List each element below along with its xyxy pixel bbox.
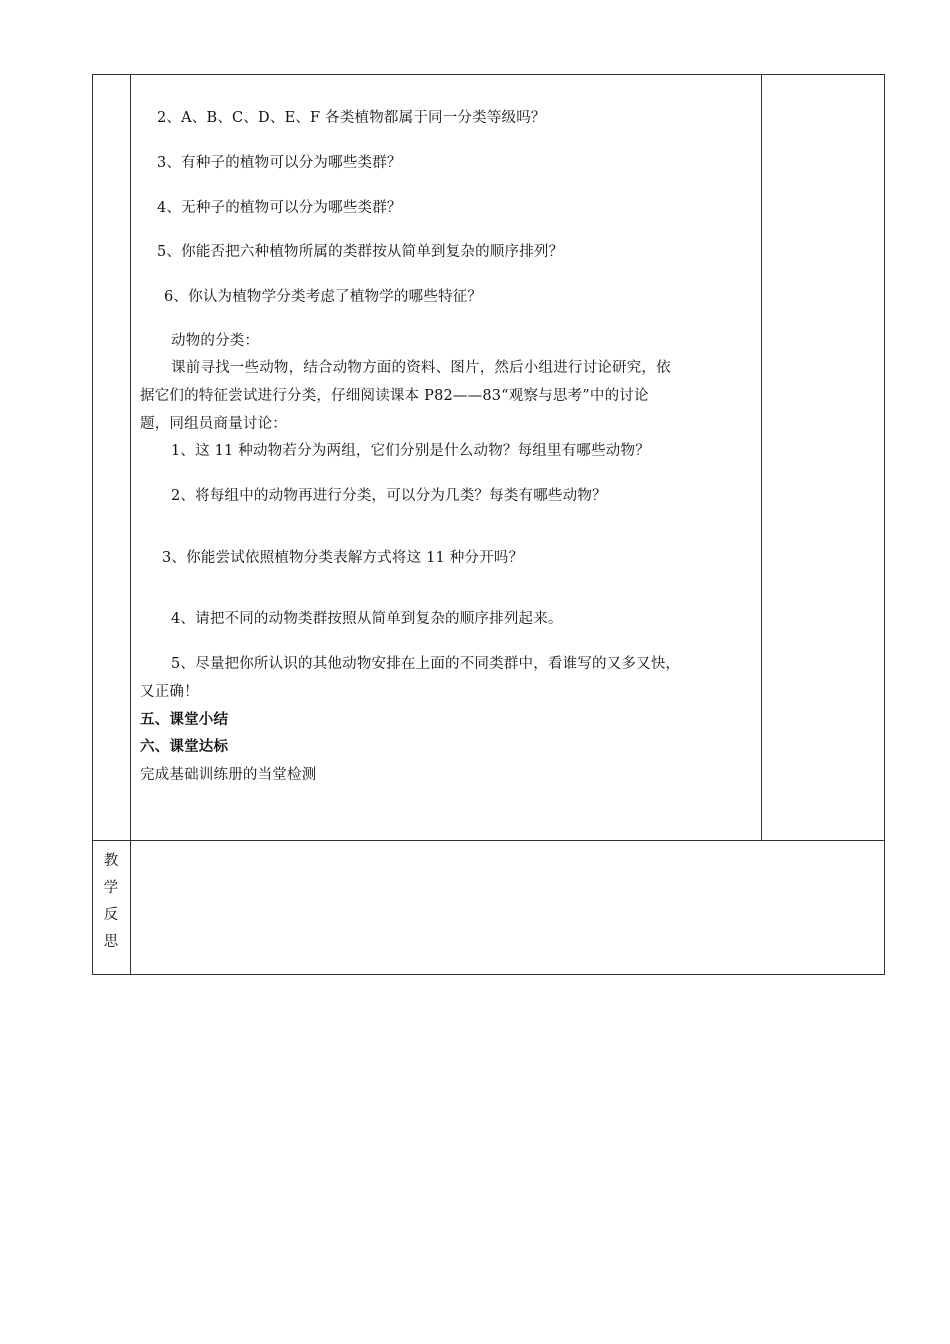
right-column-divider xyxy=(761,74,762,840)
reflection-char: 反 xyxy=(103,907,119,923)
plant-question-3: 3、有种子的植物可以分为哪些类群？ xyxy=(157,155,402,171)
reflection-char: 教 xyxy=(103,853,119,869)
animal-intro-line-3: 题，同组员商量讨论： xyxy=(140,416,287,432)
plant-question-2: 2、A、B、C、D、E、F 各类植物都属于同一分类等级吗？ xyxy=(157,110,546,126)
plant-question-5: 5、你能否把六种植物所属的类群按从简单到复杂的顺序排列？ xyxy=(157,244,564,260)
plant-question-4: 4、无种子的植物可以分为哪些类群？ xyxy=(157,200,402,216)
reflection-char: 学 xyxy=(103,880,119,896)
animal-question-1: 1、这 11 种动物若分为两组，它们分别是什么动物？每组里有哪些动物？ xyxy=(171,443,650,459)
animal-question-2: 2、将每组中的动物再进行分类，可以分为几类？每类有哪些动物？ xyxy=(171,488,607,504)
animal-intro-line-1: 课前寻找一些动物，结合动物方面的资料、图片，然后小组进行讨论研究，依 xyxy=(171,360,671,376)
section-practice-heading: 六、课堂达标 xyxy=(140,739,229,755)
practice-task: 完成基础训练册的当堂检测 xyxy=(140,767,317,783)
animal-question-5-line-1: 5、尽量把你所认识的其他动物安排在上面的不同类群中，看谁写的又多又快， xyxy=(171,656,681,672)
animal-question-3: 3、你能尝试依照植物分类表解方式将这 11 种分开吗？ xyxy=(162,550,524,566)
animal-question-4: 4、请把不同的动物类群按照从简单到复杂的顺序排列起来。 xyxy=(171,611,563,627)
teaching-reflection-label xyxy=(92,840,130,975)
animal-intro-line-2: 据它们的特征尝试进行分类，仔细阅读课本 P82——83“观察与思考”中的讨论 xyxy=(140,388,649,404)
animal-heading: 动物的分类： xyxy=(171,333,260,349)
section-summary-heading: 五、课堂小结 xyxy=(140,712,229,728)
plant-question-6: 6、你认为植物学分类考虑了植物学的哪些特征？ xyxy=(164,289,483,305)
reflection-char: 思 xyxy=(103,934,119,950)
animal-question-5-line-2: 又正确！ xyxy=(140,684,199,700)
row-divider xyxy=(92,840,885,841)
